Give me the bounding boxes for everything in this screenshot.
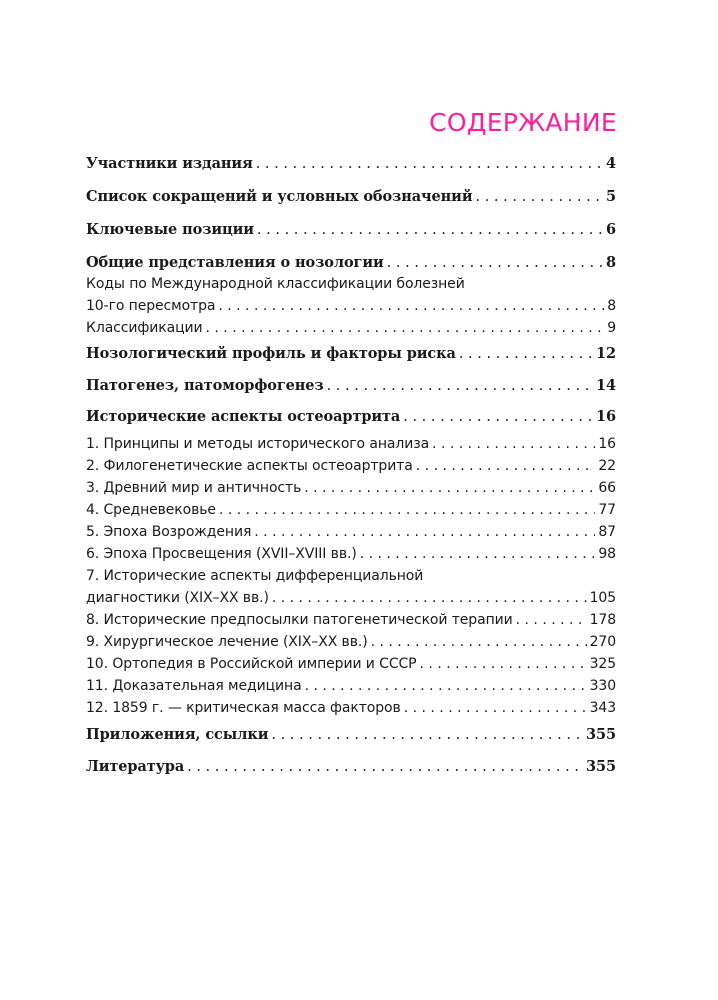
toc-entry-literature[interactable] (86, 758, 616, 775)
toc-entry-page: 5 (606, 188, 616, 205)
toc-entry-page: 8 (607, 298, 616, 314)
toc-entry-participants[interactable] (86, 155, 616, 172)
dot-leader (404, 700, 587, 716)
dot-leader (416, 458, 596, 474)
dot-leader (516, 612, 587, 628)
toc-entry-label: 10-го пересмотра (86, 298, 216, 314)
toc-entry-abbreviations[interactable] (86, 188, 616, 205)
toc-entry-label: Приложения, ссылки (86, 726, 269, 743)
toc-entry-page: 9 (607, 320, 616, 336)
toc-entry-page: 270 (589, 634, 616, 650)
dot-leader (327, 378, 593, 394)
toc-entry-label: 11. Доказательная медицина (86, 678, 302, 694)
toc-entry-label: Ключевые позиции (86, 221, 254, 238)
toc-entry-sub-10[interactable] (86, 656, 616, 672)
dot-leader (218, 298, 604, 314)
toc-entry-label: Список сокращений и условных обозначений (86, 188, 473, 205)
toc-entry-page: 325 (589, 656, 616, 672)
toc-entry-sub-2[interactable] (86, 458, 616, 474)
toc-entry-label: 5. Эпоха Возрождения (86, 524, 252, 540)
toc-entry-sub-5[interactable] (86, 524, 616, 540)
dot-leader (360, 546, 596, 562)
toc-entry-general[interactable] (86, 254, 616, 271)
toc-entry-label: диагностики (XIX–XX вв.) (86, 590, 269, 606)
dot-leader (272, 590, 587, 606)
dot-leader (403, 409, 593, 425)
toc-entry-icd-codes[interactable] (86, 298, 616, 314)
dot-leader (219, 502, 595, 518)
toc-entry-label: Исторические аспекты остеоартрита (86, 408, 401, 425)
toc-entry-page: 343 (589, 700, 616, 716)
toc-entry-label: 8. Исторические предпосылки патогенетической терапии (86, 612, 513, 628)
dot-leader (371, 634, 587, 650)
toc-entry-first-line: 7. Исторические аспекты дифференциальной (86, 568, 424, 584)
toc-entry-sub-8[interactable] (86, 612, 616, 628)
toc-entry-label: Литература (86, 758, 185, 775)
dot-leader (475, 189, 603, 205)
dot-leader (271, 727, 583, 743)
dot-leader (305, 678, 587, 694)
dot-leader (257, 222, 603, 238)
toc-entry-historical[interactable] (86, 408, 616, 425)
page-title: СОДЕРЖАНИЕ (429, 108, 617, 137)
dot-leader (432, 436, 595, 452)
dot-leader (206, 320, 605, 336)
toc-entry-first-line: Коды по Международной классификации болезней (86, 276, 465, 292)
toc-entry-page: 77 (598, 502, 616, 518)
toc-entry-label: Классификации (86, 320, 203, 336)
toc-entry-label: 10. Ортопедия в Российской империи и СССР (86, 656, 417, 672)
toc-entry-label: Участники издания (86, 155, 253, 172)
dot-leader (256, 156, 603, 172)
toc-entry-page: 22 (598, 458, 616, 474)
toc-entry-label: 4. Средневековье (86, 502, 216, 518)
dot-leader (420, 656, 587, 672)
toc-entry-label: Общие представления о нозологии (86, 254, 384, 271)
dot-leader (187, 759, 583, 775)
toc-entry-page: 12 (596, 345, 616, 362)
toc-entry-key-points[interactable] (86, 221, 616, 238)
toc-entry-page: 14 (596, 377, 616, 394)
dot-leader (304, 480, 595, 496)
toc-entry-page: 6 (606, 221, 616, 238)
toc-entry-page: 178 (589, 612, 616, 628)
toc-entry-label: 3. Древний мир и античность (86, 480, 302, 496)
dot-leader (254, 524, 595, 540)
toc-entry-sub-7[interactable] (86, 590, 616, 606)
toc-entry-page: 16 (596, 408, 616, 425)
toc-entry-nosology-profile[interactable] (86, 345, 616, 362)
toc-entry-pathogenesis[interactable] (86, 377, 616, 394)
toc-entry-classifications[interactable] (86, 320, 616, 336)
toc-entry-label: 1. Принципы и методы исторического анализа (86, 436, 430, 452)
toc-entry-sub-11[interactable] (86, 678, 616, 694)
toc-entry-label: Нозологический профиль и факторы риска (86, 345, 456, 362)
toc-entry-sub-4[interactable] (86, 502, 616, 518)
toc-entry-sub-3[interactable] (86, 480, 616, 496)
toc-entry-sub-1[interactable] (86, 436, 616, 452)
toc-entry-label: 12. 1859 г. — критическая масса факторов (86, 700, 401, 716)
toc-entry-page: 87 (598, 524, 616, 540)
toc-entry-page: 4 (606, 155, 616, 172)
toc-entry-label: 6. Эпоха Просвещения (XVII–XVIII вв.) (86, 546, 357, 562)
toc-entry-page: 16 (598, 436, 616, 452)
toc-entry-page: 330 (589, 678, 616, 694)
toc-entry-label: 2. Филогенетические аспекты остеоартрита (86, 458, 413, 474)
toc-entry-page: 105 (589, 590, 616, 606)
dot-leader (459, 346, 593, 362)
toc-entry-page: 98 (598, 546, 616, 562)
toc-entry-page: 66 (598, 480, 616, 496)
toc-entry-label: Патогенез, патоморфогенез (86, 377, 324, 394)
dot-leader (387, 255, 603, 271)
toc-entry-page: 8 (606, 254, 616, 271)
toc-entry-page: 355 (586, 758, 616, 775)
toc-entry-sub-6[interactable] (86, 546, 616, 562)
toc-entry-sub-9[interactable] (86, 634, 616, 650)
toc-entry-page: 355 (586, 726, 616, 743)
toc-entry-sub-12[interactable] (86, 700, 616, 716)
toc-entry-appendices[interactable] (86, 726, 616, 743)
toc-entry-label: 9. Хирургическое лечение (XIX–XX вв.) (86, 634, 368, 650)
